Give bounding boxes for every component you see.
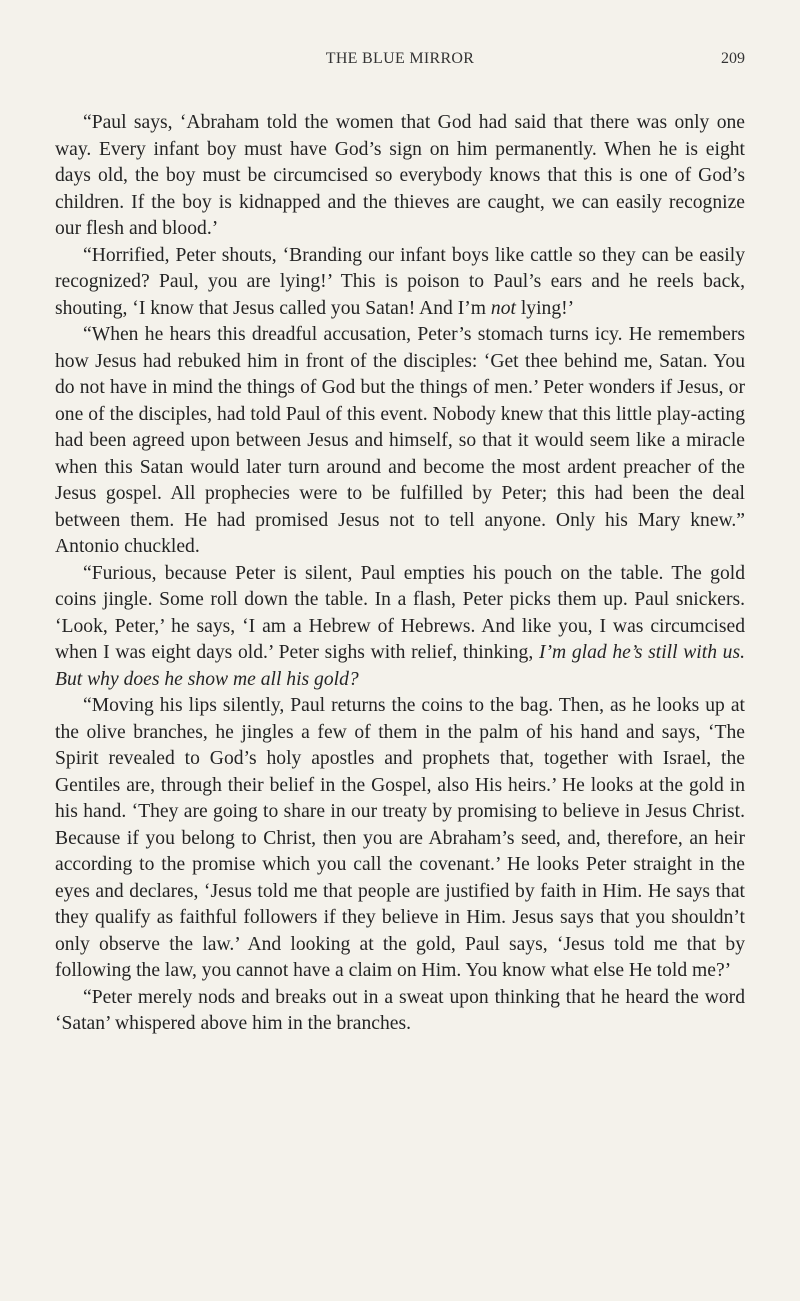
paragraph-peter-stomach: “When he hears this dreadful accusation, Peter’s stomach turns icy. He remembers how Jesus had rebuked him in front of the disciples: ‘Get thee behind me, Satan. You do not have in mind the things of God but the things of men.’ Peter wonders if Jesus, or one of the disciples, had told Paul of this event. Nobody knew that this little play-acting had been agreed upon between Jesus and himself, so that it would seem like a miracle when this Satan would later turn around and become the most ardent preacher of the Jesus gospel. All prophecies were to be fulfilled by Peter; this had been the deal between them. He had promised Jesus not to tell anyone. Only his Mary knew.” Antonio chuckled. bbox=[55, 324, 745, 557]
paragraph-text: “Furious, because Peter is silent, Paul empties his pouch on the table. The gold coins jingle. Some roll down the table. In a flash, Peter picks them up. Paul snickers. ‘Look, Peter,’ he says, ‘I am a Hebrew of Hebrews. And like you, I was circumcised when I was eight days old.’ Peter sighs with relief, thinking, bbox=[55, 562, 745, 663]
paragraph-text: “Horrified, Peter shouts, ‘Branding our infant boys like cattle so they can be easily recognized? Paul, you are lying!’ This is poison to Paul’s ears and he reels back, shouting, ‘I know that Jesus called you Satan! And I’m bbox=[55, 244, 745, 319]
paragraph-abraham-circumcision: “Paul says, ‘Abraham told the women that God had said that there was only one way. Every infant boy must have God’s sign on him permanently. When he is eight days old, the boy must be circumcised so everybody knows that this is one of God’s children. If the boy is kidnapped and the thieves are caught, we can easily recognize our flesh and blood.’ bbox=[55, 112, 745, 239]
running-head bbox=[55, 50, 745, 74]
paragraph-paul-pouch bbox=[55, 561, 745, 694]
paragraph-paul-coins: “Moving his lips silently, Paul returns the coins to the bag. Then, as he looks up at the olive branches, he jingles a few of them in the palm of his hand and says, ‘The Spirit revealed to God’s holy apostles and prophets that, together with Israel, the Gentiles are, through their belief in the Gospel, also His heirs.’ He looks at the gold in his hand. ‘They are going to share in our treaty by promising to believe in Jesus Christ. Because if you belong to Christ, then you are Abraham’s seed, and, therefore, an heir according to the promise which you call the covenant.’ He looks Peter straight in the eyes and declares, ‘Jesus told me that people are justified by faith in Him. He says that they qualify as faithful followers if they believe in Him. Jesus says that you shouldn’t only observe the law.’ And looking at the gold, Paul says, ‘Jesus told me that by following the law, you cannot have a claim on Him. You know what else He told me?’ bbox=[55, 695, 745, 981]
page-number: 209 bbox=[721, 50, 745, 67]
paragraph-text: lying!’ bbox=[515, 297, 575, 319]
running-title: THE BLUE MIRROR bbox=[325, 50, 475, 67]
paragraph-peter-nods: “Peter merely nods and breaks out in a sweat upon thinking that he heard the word ‘Satan’ whispered above him in the branches. bbox=[55, 986, 745, 1034]
italic-text: not bbox=[490, 297, 516, 319]
italic-text: I’m glad he’s still with us. But why does he show me all his gold? bbox=[55, 642, 745, 690]
body-text bbox=[55, 110, 745, 1270]
paragraph-peter-horrified bbox=[55, 243, 745, 323]
